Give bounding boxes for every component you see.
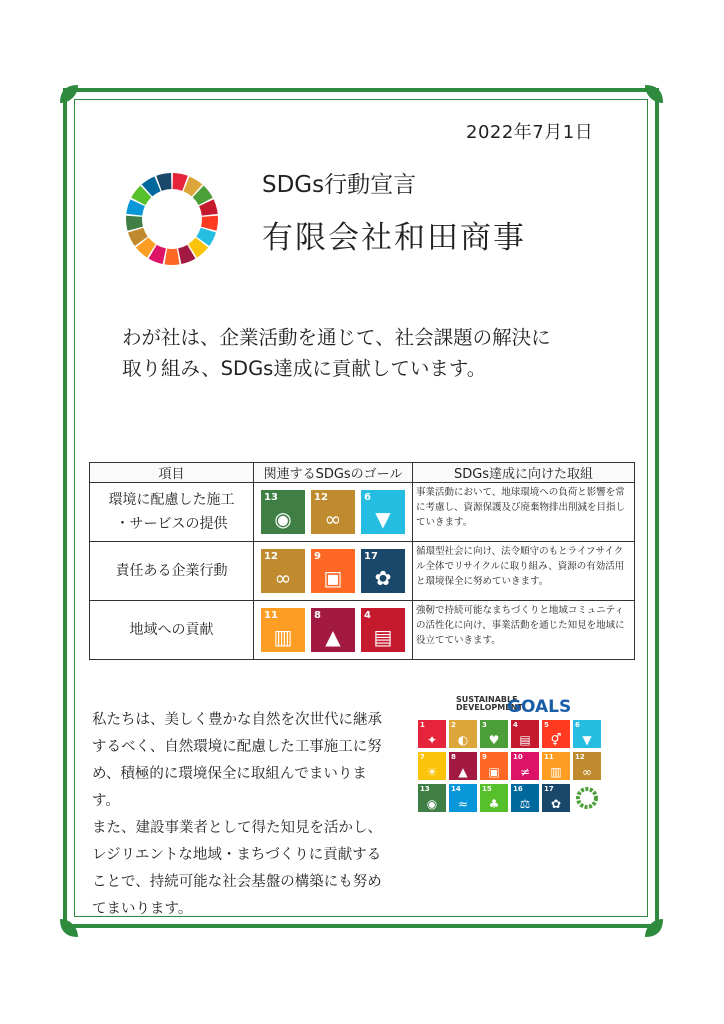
row-item-cell: 地域への貢献 bbox=[90, 601, 254, 660]
sdg-wheel-logo bbox=[124, 171, 220, 267]
growth-chart-icon: ▲ bbox=[325, 625, 341, 649]
leaf-ornament-icon bbox=[58, 83, 80, 105]
row-action-cell: 循環型社会に向け、法令順守のもとライフサイクル全体でリサイクルに取り組み、資源の有効活用と環境保全に努めていきます。 bbox=[413, 542, 635, 601]
sdg-goal-tile: 10 ≠ bbox=[511, 752, 539, 780]
wheel-segment bbox=[126, 216, 143, 231]
sdg-goal-tile: 14 ≈ bbox=[449, 784, 477, 812]
sdg-goal-badge: 9 ▣ bbox=[311, 549, 355, 593]
table-row bbox=[90, 601, 635, 660]
sdg-goals-table bbox=[89, 462, 635, 660]
buildings-icon: ▥ bbox=[273, 625, 293, 649]
sdg-goal-tile: 12 ∞ bbox=[573, 752, 601, 780]
flower-icon: ✿ bbox=[374, 566, 392, 590]
column-header-actions: SDGs達成に向けた取組 bbox=[413, 463, 635, 483]
leaf-ornament-icon bbox=[643, 83, 665, 105]
wheel-segment bbox=[164, 249, 179, 265]
book-icon: ▤ bbox=[373, 625, 393, 649]
sdg-goal-badge: 4 ▤ bbox=[361, 608, 405, 652]
sdg-goal-badge: 8 ▲ bbox=[311, 608, 355, 652]
sdg-goal-tile: 8 ▲ bbox=[449, 752, 477, 780]
sdg-poster-subtitle: SUSTAINABLE DEVELOPMENT bbox=[456, 695, 523, 712]
sdg-goal-tile: 11 ▥ bbox=[542, 752, 570, 780]
sdg-goal-tile: 6 ▼ bbox=[573, 720, 601, 748]
row-item-cell: 環境に配慮した施工 ・サービスの提供 bbox=[90, 483, 254, 542]
row-goals-cell bbox=[254, 542, 413, 601]
table-row bbox=[90, 542, 635, 601]
sdg-goal-badge: 12 ∞ bbox=[311, 490, 355, 534]
leaf-ornament-icon bbox=[58, 917, 80, 939]
sdg-goal-tile: 7 ☀ bbox=[418, 752, 446, 780]
sdg-goal-tile: 16 ⚖ bbox=[511, 784, 539, 812]
infinity-icon: ∞ bbox=[274, 566, 292, 590]
wheel-segment bbox=[201, 216, 218, 231]
row-item-cell: 責任ある企業行動 bbox=[90, 542, 254, 601]
sdg-goal-tile: 3 ♥ bbox=[480, 720, 508, 748]
eye-globe-icon: ◉ bbox=[274, 507, 292, 531]
sdg-goal-badge: 6 ▼ bbox=[361, 490, 405, 534]
sdg-wheel-mini-logo bbox=[573, 784, 601, 812]
sdg-goal-tile: 15 ♣ bbox=[480, 784, 508, 812]
company-name: 有限会社和田商事 bbox=[262, 220, 526, 256]
intro-statement: わが社は、企業活動を通じて、社会課題の解決に 取り組み、SDGs達成に貢献しています。 bbox=[122, 326, 551, 380]
row-goals-cell bbox=[254, 601, 413, 660]
cubes-icon: ▣ bbox=[323, 566, 343, 590]
sdg-goal-badge: 17 ✿ bbox=[361, 549, 405, 593]
column-header-goals: 関連するSDGsのゴール bbox=[254, 463, 413, 483]
water-drop-icon: ▼ bbox=[375, 507, 391, 531]
sdg-poster-title: GOALS bbox=[507, 697, 572, 717]
column-header-item: 項目 bbox=[90, 463, 254, 483]
row-goals-cell bbox=[254, 483, 413, 542]
leaf-ornament-icon bbox=[643, 917, 665, 939]
sdg-goal-tile: 5 ⚥ bbox=[542, 720, 570, 748]
sdg-goal-tile: 13 ◉ bbox=[418, 784, 446, 812]
declaration-title: SDGs行動宣言 bbox=[262, 172, 417, 198]
date: 2022年7月1日 bbox=[466, 122, 594, 143]
row-action-cell: 事業活動において、地球環境への負荷と影響を常に考慮し、資源保護及び廃棄物排出削減を目指していきます。 bbox=[413, 483, 635, 542]
infinity-icon: ∞ bbox=[324, 507, 342, 531]
sdg-goal-tile: 4 ▤ bbox=[511, 720, 539, 748]
sdg-goal-tile: 2 ◐ bbox=[449, 720, 477, 748]
sdg-goal-tile: 17 ✿ bbox=[542, 784, 570, 812]
row-action-cell: 強靭で持続可能なまちづくりと地域コミュニティの活性化に向け、事業活動を通じた知見を地域に役立てていきます。 bbox=[413, 601, 635, 660]
sdg-goal-badge: 13 ◉ bbox=[261, 490, 305, 534]
sdg-goal-badge: 11 ▥ bbox=[261, 608, 305, 652]
sdg-goal-tile: 9 ▣ bbox=[480, 752, 508, 780]
table-row bbox=[90, 483, 635, 542]
closing-statement: 私たちは、美しく豊かな自然を次世代に継承するべく、自然環境に配慮した工事施工に努め、積極的に環境保全に取組んでまいります。 また、建設事業者として得た知見を活かし、レジリエントな地域・まちづくりに貢献することで、持続可能な社会基盤の構築にも努めてまいります。 bbox=[92, 712, 382, 917]
sdg-goal-tile: 1 ✦ bbox=[418, 720, 446, 748]
sdg-goal-badge: 12 ∞ bbox=[261, 549, 305, 593]
